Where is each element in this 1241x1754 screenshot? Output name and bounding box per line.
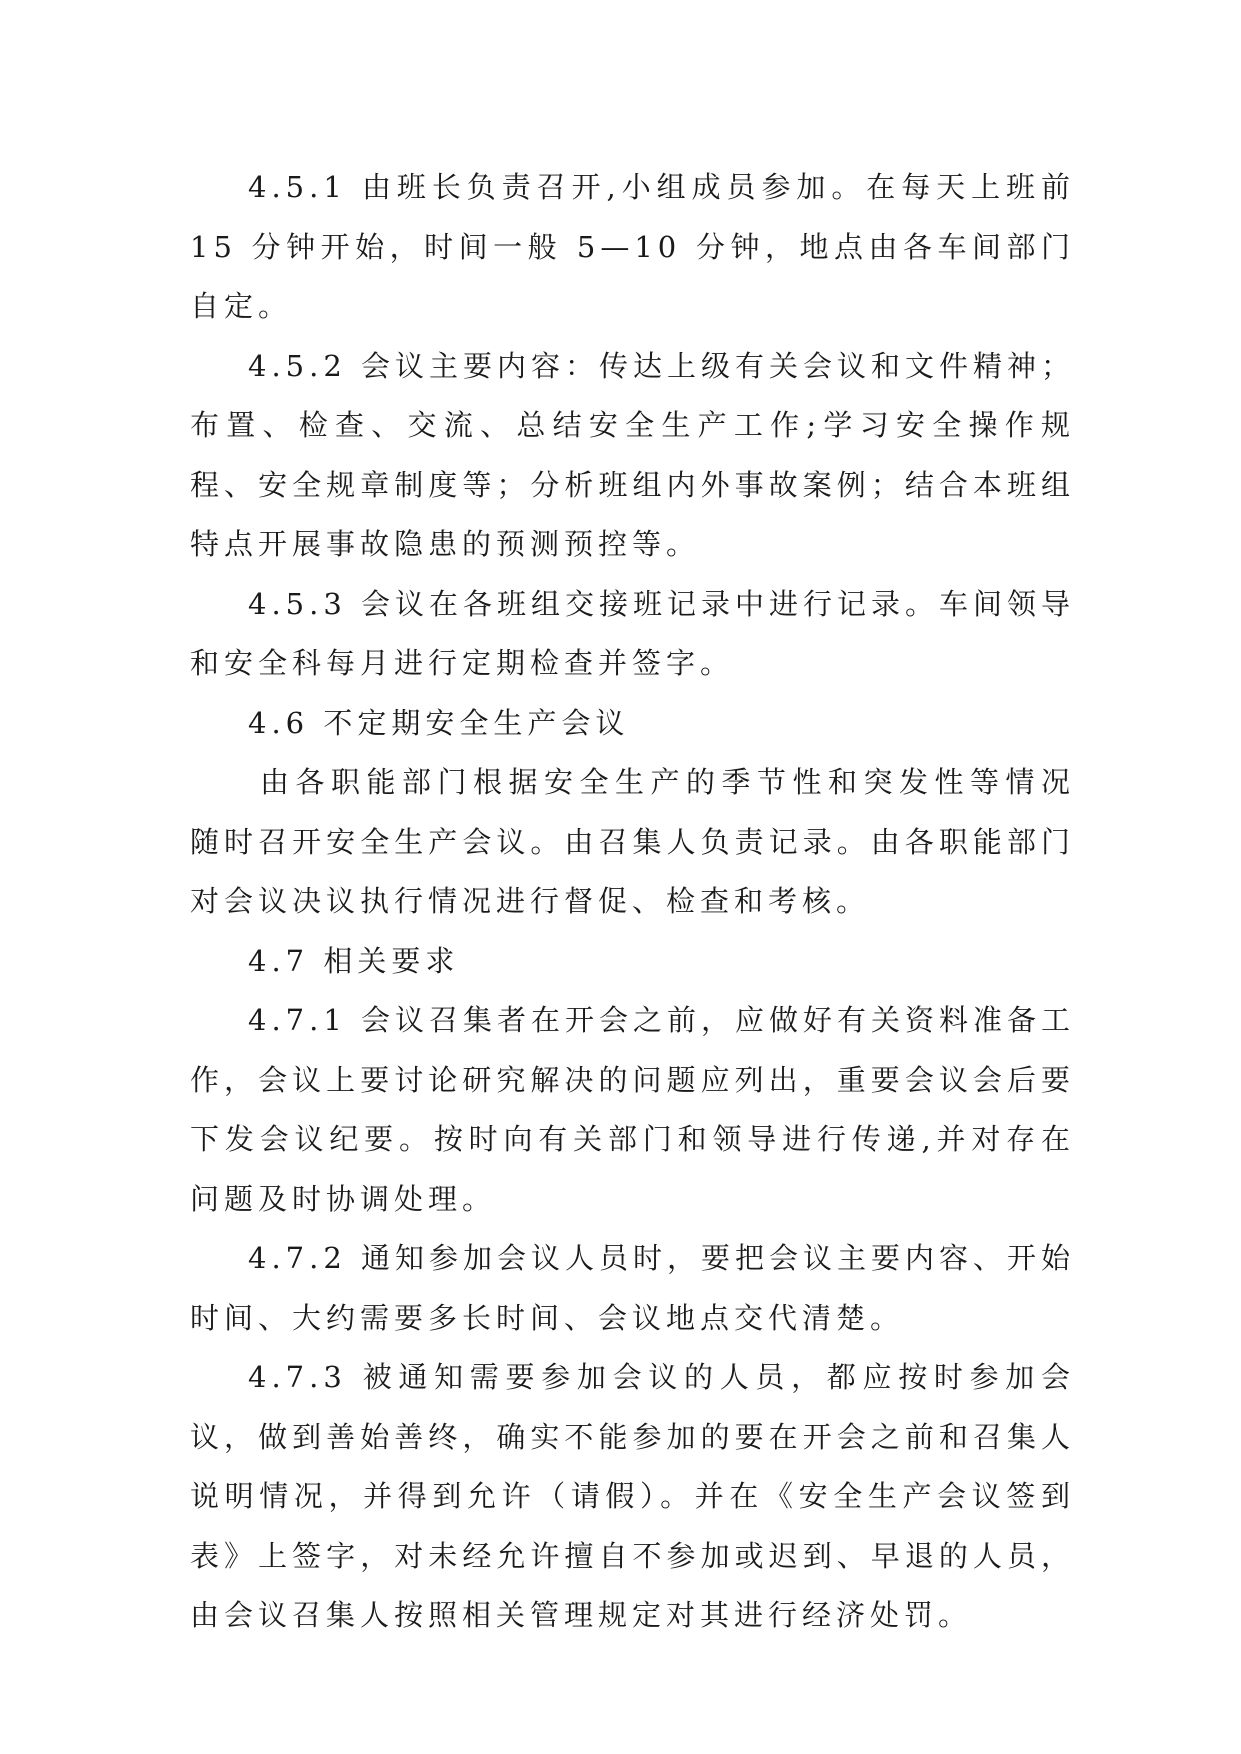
section-heading-4-7: 4.7 相关要求 <box>248 943 460 978</box>
paragraph-4-5-3: 4.5.3 会议在各班组交接班记录中进行记录。车间领导和安全科每月进行定期检查并签字。 <box>190 586 1076 680</box>
section-heading-4-6: 4.6 不定期安全生产会议 <box>248 705 630 740</box>
paragraph-4-7-1: 4.7.1 会议召集者在开会之前，应做好有关资料准备工作，会议上要讨论研究解决的问题应列出，重要会议会后要下发会议纪要。按时向有关部门和领导进行传递,并对存在问题及时协调处理。 <box>190 1003 1076 1216</box>
paragraph-4-7-2: 4.7.2 通知参加会议人员时，要把会议主要内容、开始时间、大约需要多长时间、会议地点交代清楚。 <box>190 1241 1076 1335</box>
paragraph-4-5-2: 4.5.2 会议主要内容：传达上级有关会议和文件精神；布置、检查、交流、总结安全生产工作;学习安全操作规程、安全规章制度等；分析班组内外事故案例；结合本班组特点开展事故隐患的预测预控等。 <box>190 348 1076 561</box>
document-body <box>190 158 1075 1646</box>
paragraph-4-5-1: 4.5.1 由班长负责召开,小组成员参加。在每天上班前 15 分钟开始，时间一般 5—10 分钟，地点由各车间部门自定。 <box>190 170 1075 323</box>
paragraph-4-7-3: 4.7.3 被通知需要参加会议的人员，都应按时参加会议，做到善始善终，确实不能参加的要在开会之前和召集人说明情况，并得到允许（请假）。并在《安全生产会议签到表》上签字，对未经允许擅自不参加或迟到、早退的人员，由会议召集人按照相关管理规定对其进行经济处罚。 <box>190 1360 1075 1632</box>
paragraph-4-6-body: 由各职能部门根据安全生产的季节性和突发性等情况随时召开安全生产会议。由召集人负责记录。由各职能部门对会议决议执行情况进行督促、检查和考核。 <box>190 765 1075 918</box>
